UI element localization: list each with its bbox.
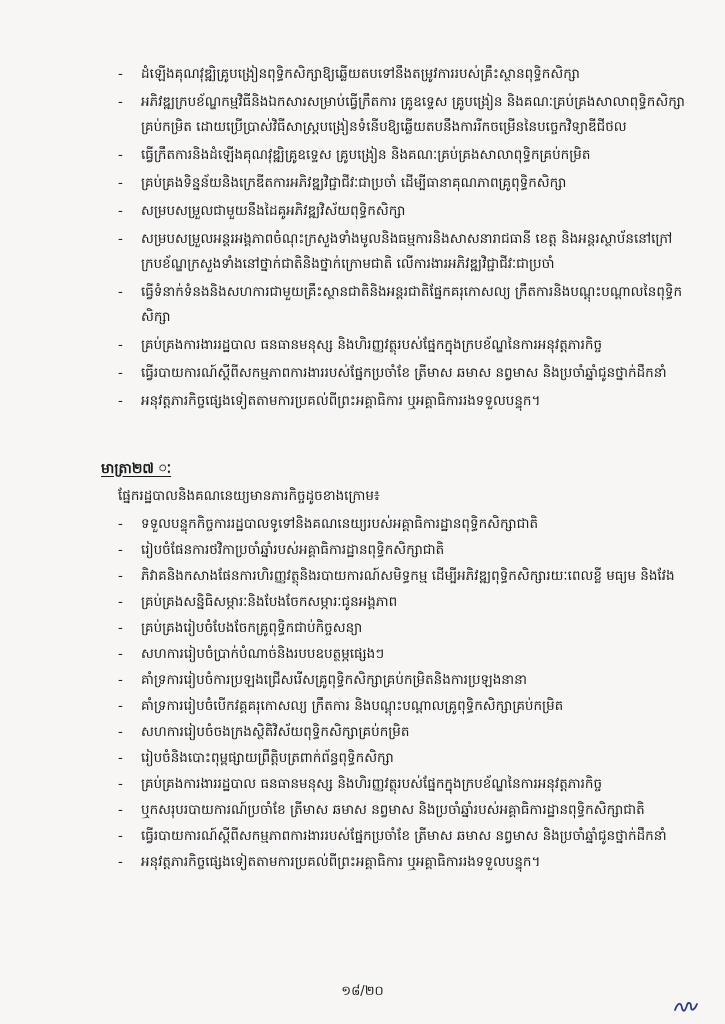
article-intro: ផ្នែករដ្ឋបាលនិងគណនេយ្យមានភារកិច្ចដូចខាងក្រោម៖ bbox=[118, 488, 380, 504]
list-item bbox=[0, 564, 725, 589]
list-item-text: សម្របសម្រួលអន្តរអង្គភាពចំណុះក្រសួងទាំងមូលនិងធម្មការនិងសាសនារាជធានី ខេត្ត និងអន្តរស្ថាប័ននៅក្រៅក្របខ័ណ្ឌក្រសួងទាំងនៅថ្នាក់ជាតិនិងថ្នាក់ក្រោមជាតិ លើការងារអភិវឌ្ឍវិជ្ជាជីវៈជាប្រចាំ bbox=[141, 231, 673, 272]
list-item-text: អនុវត្តភារកិច្ចផ្សេងទៀតតាមការប្រគល់ពីព្រះអគ្គាធិការ ឬអគ្គាធិការរងទទួលបន្ទុក។ bbox=[141, 393, 541, 409]
list-item bbox=[0, 90, 725, 140]
list-item bbox=[0, 171, 725, 196]
list-item-text: រៀបចំនិងបោះពុម្ពផ្សាយព្រឹត្តិបត្រពាក់ព័ន្ធពុទ្ធិកសិក្សា bbox=[141, 750, 394, 766]
bullet-dash: - bbox=[118, 516, 123, 532]
list-item bbox=[0, 389, 725, 414]
bullet-dash: - bbox=[118, 337, 123, 353]
list-item bbox=[0, 333, 725, 358]
list-item-text: គ្រប់គ្រងទិន្នន័យនិងក្រេឌីតការអភិវឌ្ឍវិជ្ជាជីវៈជាប្រចាំ ដើម្បីធានាគុណភាពគ្រូពុទ្ធិកសិក្សា bbox=[141, 175, 567, 191]
list-item-text: គ្រប់គ្រងការងាររដ្ឋបាល ធនធានមនុស្ស និងហិរញ្ញវត្ថុរបស់ផ្នែកក្នុងក្របខ័ណ្ឌនៃការអនុវត្តភារកិច្ច bbox=[141, 776, 603, 792]
bullet-dash: - bbox=[118, 365, 123, 381]
list-item-text: សហការរៀបចំចងក្រងស្ថិតិវិស័យពុទ្ធិកសិក្សាគ្រប់កម្រិត bbox=[141, 724, 410, 740]
bullet-dash: - bbox=[118, 620, 123, 636]
bullet-dash: - bbox=[118, 542, 123, 558]
list-item bbox=[0, 746, 725, 771]
list-item-text: ឬកសរុបរបាយការណ៍ប្រចាំខែ ត្រីមាស ឆមាស នព្វមាស និងប្រចាំឆ្នាំរបស់អគ្គាធិការដ្ឋានពុទ្ធិកសិក្សាជាតិ bbox=[141, 802, 645, 818]
bullet-dash: - bbox=[118, 231, 123, 247]
list-item-text: ធ្វើទំនាក់ទំនងនិងសហការជាមួយគ្រឹះស្ថានជាតិនិងអន្តរជាតិផ្នែកគរុកោសល្យ ក្រឹតការនិងបណ្តុះបណ្តាលនៃពុទ្ធិកសិក្សា bbox=[141, 284, 683, 325]
bullet-dash: - bbox=[118, 698, 123, 714]
bullet-dash: - bbox=[118, 776, 123, 792]
bullet-dash: - bbox=[118, 284, 123, 300]
list-item-text: គ្រប់គ្រងការងាររដ្ឋបាល ធនធានមនុស្ស និងហិរញ្ញវត្ថុរបស់ផ្នែកក្នុងក្របខ័ណ្ឌនៃការអនុវត្តភារកិច្ច bbox=[141, 337, 603, 353]
list-item bbox=[0, 850, 725, 875]
list-item-text: ភិវាគនិងកសាងផែនការហិរញ្ញវត្ថុនិងរបាយការណ៍សមិទ្ធកម្ម ដើម្បីអភិវឌ្ឍពុទ្ធិកសិក្សារយៈពេលខ្លី មធ្យម និងវែង bbox=[141, 568, 675, 584]
list-item-text: សម្របសម្រួលជាមួយនឹងដៃគូអភិវឌ្ឍវិស័យពុទ្ធិកសិក្សា bbox=[141, 203, 406, 219]
bullet-dash: - bbox=[118, 854, 123, 870]
list-item-text: អភិវឌ្ឍក្របខ័ណ្ឌកម្មវិធីនិងឯកសារសម្រាប់ធ្វើក្រឹតការ គ្រូឧទ្ទេស គ្រូបង្រៀន និងគណៈគ្រប់គ្រងសាលាពុទ្ធិកសិក្សាគ្រប់កម្រិត ដោយប្រើប្រាស់វិធីសាស្ត្របង្រៀនទំនើបឱ្យឆ្លើយតបនឹងការរីកចម្រើននៃបច្ចេកវិទ្យាឌីជីថល bbox=[141, 94, 685, 135]
article-heading: មាត្រា២៧ ៈ bbox=[101, 461, 172, 477]
bullet-dash: - bbox=[118, 393, 123, 409]
list-item bbox=[0, 62, 725, 87]
list-item bbox=[0, 590, 725, 615]
bullet-dash: - bbox=[118, 646, 123, 662]
list-item bbox=[0, 824, 725, 849]
list-item bbox=[0, 361, 725, 386]
list-item bbox=[0, 798, 725, 823]
list-item bbox=[0, 720, 725, 745]
list-item-text: ធ្វើរបាយការណ៍ស្តីពីសកម្មភាពការងាររបស់ផ្នែកប្រចាំខែ ត្រីមាស ឆមាស នព្វមាស និងប្រចាំឆ្នាំជូនថ្នាក់ដឹកនាំ bbox=[141, 828, 667, 844]
bullet-dash: - bbox=[118, 175, 123, 191]
bullet-dash: - bbox=[118, 66, 123, 82]
section-2-list bbox=[0, 512, 725, 875]
list-item-text: ដំឡើងគុណវុឌ្ឍិគ្រូបង្រៀនពុទ្ធិកសិក្សាឱ្យឆ្លើយតបទៅនឹងតម្រូវការរបស់គ្រឹះស្ថានពុទ្ធិកសិក្សា bbox=[141, 66, 580, 82]
list-item-text: អនុវត្តភារកិច្ចផ្សេងទៀតតាមការប្រគល់ពីព្រះអគ្គាធិការ ឬអគ្គាធិការរងទទួលបន្ទុក។ bbox=[141, 854, 541, 870]
list-item-text: ទទួលបន្ទុកកិច្ចការរដ្ឋបាលទូទៅនិងគណនេយ្យរបស់អគ្គាធិការដ្ឋានពុទ្ធិកសិក្សាជាតិ bbox=[141, 516, 539, 532]
list-item bbox=[0, 538, 725, 563]
bullet-dash: - bbox=[118, 594, 123, 610]
list-item-text: សហការរៀបចំប្រាក់បំណាច់និងរបបឧបត្ថម្ភផ្សេងៗ bbox=[141, 646, 385, 662]
list-item-text: ធ្វើក្រឹតការនិងដំឡើងគុណវុឌ្ឍិគ្រូឧទ្ទេស គ្រូបង្រៀន និងគណៈគ្រប់គ្រងសាលាពុទ្ធិកគ្រប់កម្រិត bbox=[141, 147, 591, 163]
list-item bbox=[0, 143, 725, 168]
bullet-dash: - bbox=[118, 568, 123, 584]
list-item bbox=[0, 616, 725, 641]
bullet-dash: - bbox=[118, 94, 123, 110]
bullet-dash: - bbox=[118, 724, 123, 740]
list-item-text: រៀបចំផែនការថវិកាប្រចាំឆ្នាំរបស់អគ្គាធិការដ្ឋានពុទ្ធិកសិក្សាជាតិ bbox=[141, 542, 445, 558]
list-item bbox=[0, 512, 725, 537]
handwritten-initial-mark bbox=[672, 996, 700, 1016]
list-item-text: ធ្វើរបាយការណ៍ស្តីពីសកម្មភាពការងាររបស់ផ្នែកប្រចាំខែ ត្រីមាស ឆមាស នព្វមាស និងប្រចាំឆ្នាំជូនថ្នាក់ដឹកនាំ bbox=[141, 365, 667, 381]
section-1-list bbox=[0, 62, 725, 414]
bullet-dash: - bbox=[118, 203, 123, 219]
bullet-dash: - bbox=[118, 802, 123, 818]
list-item bbox=[0, 199, 725, 224]
bullet-dash: - bbox=[118, 750, 123, 766]
list-item bbox=[0, 694, 725, 719]
list-item-text: គ្រប់គ្រងរៀបចំបែងចែកគ្រូពុទ្ធិកជាប់កិច្ចសន្យា bbox=[141, 620, 363, 636]
list-item bbox=[0, 280, 725, 330]
bullet-dash: - bbox=[118, 828, 123, 844]
bullet-dash: - bbox=[118, 147, 123, 163]
list-item bbox=[0, 642, 725, 667]
list-item-text: គាំទ្រការរៀបចំបើកវគ្គគរុកោសល្យ ក្រឹតការ និងបណ្តុះបណ្តាលគ្រូពុទ្ធិកសិក្សាគ្រប់កម្រិត bbox=[141, 698, 564, 714]
list-item-text: គាំទ្រការរៀបចំការប្រឡងជ្រើសរើសគ្រូពុទ្ធិកសិក្សាគ្រប់កម្រិតនិងការប្រឡងនានា bbox=[141, 672, 528, 688]
list-item bbox=[0, 772, 725, 797]
list-item bbox=[0, 227, 725, 277]
page-number: ១៨/២០ bbox=[341, 984, 384, 999]
list-item bbox=[0, 668, 725, 693]
list-item-text: គ្រប់គ្រងសន្និធិសម្ភារៈនិងបែងចែកសម្ភារៈជូនអង្គភាព bbox=[141, 594, 398, 610]
bullet-dash: - bbox=[118, 672, 123, 688]
